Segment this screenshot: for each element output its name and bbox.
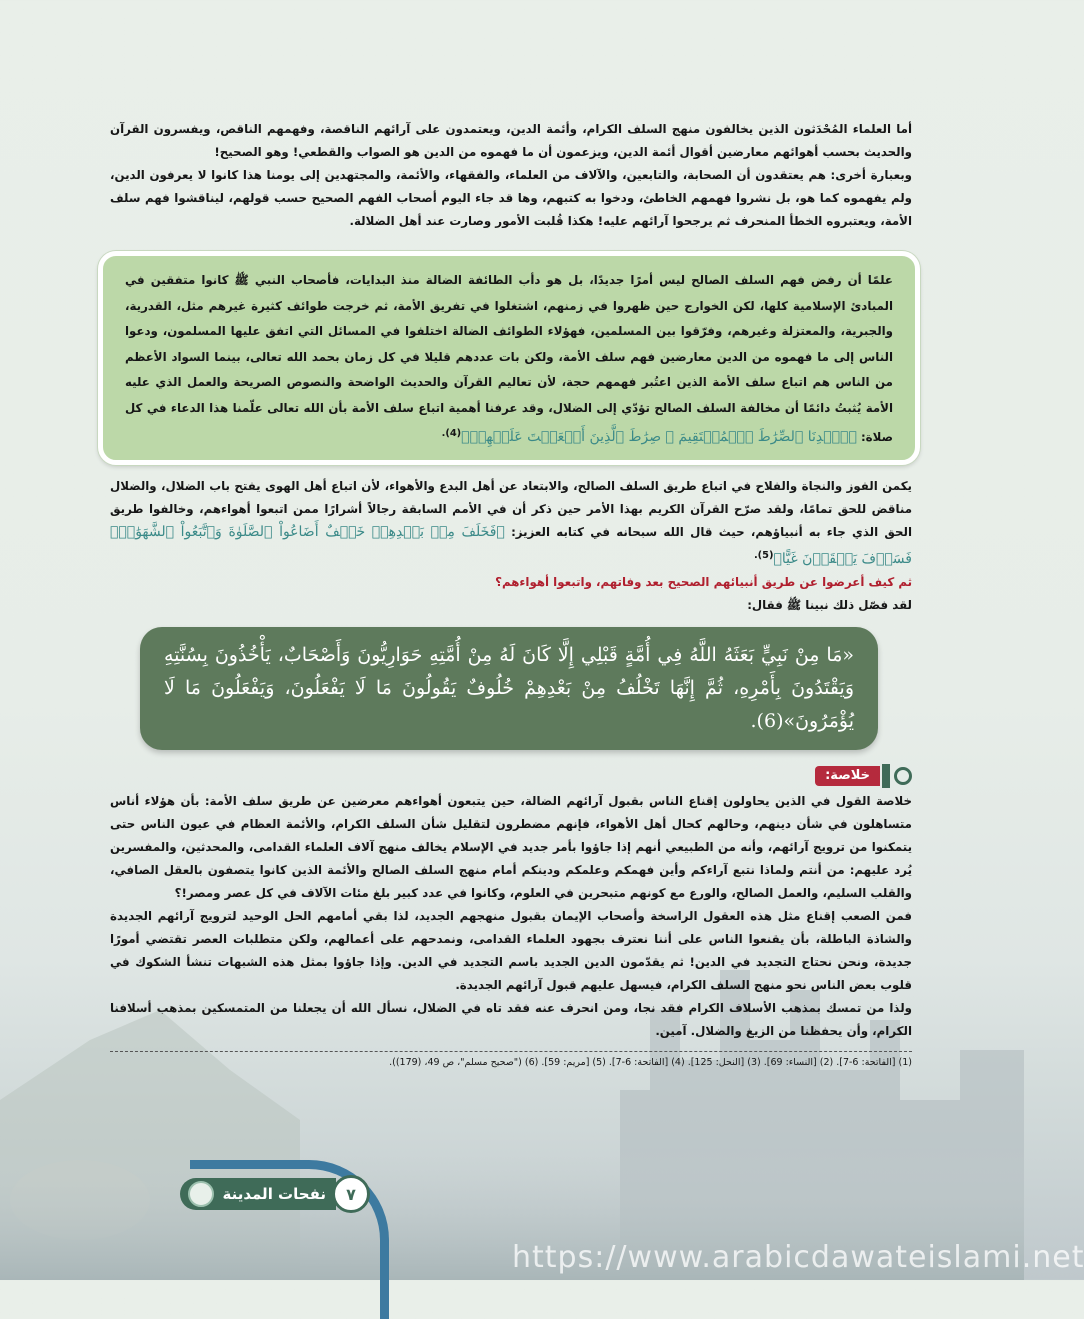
footnotes: (1) [الفاتحة: 6-7]. (2) [النساء: 69]. (3) [النحل: 125]. (4) [الفاتحة: 6-7]. (5) [مريم: 59]. (6) ("صحيح مسلم"، ص 49، (179)).	[389, 1057, 912, 1069]
seal-icon	[188, 1181, 214, 1207]
page-footer	[110, 1170, 370, 1218]
article-body	[110, 118, 912, 1070]
paragraph-2: وبعبارة أخرى: هم يعتقدون أن الصحابة، والتابعين، والآلاف من العلماء، والفقهاء، والأئمة، والمجتهدين إلى يومنا هذا كانوا لا يعرفون الدين، ولم يفهموه كما هو، بل نشروا فهمهم الخاطئ، ودخوا به كتبهم، وها قد جاء اليوم أصحاب الفهم الصحيح حسب قولهم، ليناقشوا فهم سلف الأمة، ويعتبروه الخطأ المنحرف ثم يرجحوا آرائهم عليه! هكذا قُلبت الأمور وصارت عند أهل الضلالة.	[110, 168, 912, 228]
highlight-box	[98, 251, 920, 465]
highlight-text: علمًا أن رفض فهم السلف الصالح ليس أمرًا جديدًا، بل هو دأب الطائفة الضالة منذ البدايات، فأصحاب النبي ﷺ كانوا متفقين في المبادئ الإسلامية كلها، لكن الخوارج حين ظهروا في زمنهم، اشتغلوا في تفريق الأمة، ثم خرجت طوائف كثيرة غيرهم مثل، القدرية، والجبرية، والمعتزلة وغيرهم، وفرّقوا بين المسلمين، فهؤلاء الطوائف الضالة اختلفوا في المسائل التي اتفق عليها المسلمون، ودعوا الناس إلى ما فهموه من الدين معارضين فهم سلف الأمة، ولكن بات عددهم قليلا في كل زمان بحمد الله تعالى، بينما السواد الأعظم من الناس هم اتباع سلف الأمة الذين اعتُبر فهمهم حجة، لأن تعاليم القرآن والحديث الواضحة والنصوص الصريحة والعمل الذي عليه الأمة يُثبتُ دائمًا أن مخالفة السلف الصالح تؤدّي إلى الضلال، وقد عرفنا أهمية اتباع سلف الأمة بأن الله تعالى علّمنا هذا الدعاء في كل صلاة:	[125, 273, 893, 444]
hadith-box: «مَا مِنْ نَبِيٍّ بَعَثَهُ اللَّهُ فِي أُمَّةٍ قَبْلِي إِلَّا كَانَ لَهُ مِنْ أُمَّتِهِ حَوَارِيُّونَ وَأَصْحَابٌ، يَأْخُذُونَ بِسُنَّتِهِ وَيَقْتَدُونَ بِأَمْرِهِ، ثُمَّ إِنَّهَا تَخْلُفُ مِنْ بَعْدِهِمْ خُلُوفٌ يَقُولُونَ مَا لَا يَفْعَلُونَ، وَيَفْعَلُونَ مَا لَا يُؤْمَرُونَ»(6).	[140, 627, 878, 750]
footnote-divider	[110, 1051, 912, 1052]
watermark-url: https://www.arabicdawateislami.net	[512, 1240, 1084, 1275]
magazine-badge	[180, 1178, 336, 1210]
footnote-ref-5: (5).	[753, 550, 774, 562]
page-number: ٧	[332, 1175, 370, 1213]
footnote-ref-4: (4).	[441, 428, 462, 439]
hadith-intro: لقد فصّل ذلك نبينا ﷺ فقال:	[747, 598, 912, 613]
paragraph-3-text: يكمن الفوز والنجاة والفلاح في اتباع طريق السلف الصالح، والابتعاد عن أهل البدع والأهواء، لأن اتباع أهل الهوى يفتح باب الضلال، والضلال مناقض للحق تمامًا، ولقد صرّح القرآن الكريم بهذا الأمر حين ذكر أن في الأمم السابقة رجالاً أشرارًا ممن اتبعوا أهواءهم، وخالفوا طريق الحق الذي جاء به أنبياؤهم، حيث قال الله سبحانه في كتابه العزيز:	[110, 479, 912, 540]
ayah-maryam: ﴿فَخَلَفَ مِنۢ بَعۡدِهِمۡ خَلۡفٌ أَضَاعُواْ ٱلصَّلَوٰةَ وَٱتَّبَعُواْ ٱلشَّهَوَٰتِۖ فَسَوۡفَ يَلۡقَوۡنَ غَيًّا﴾	[110, 524, 912, 568]
question-line: ثم كيف أعرضوا عن طريق أنبيائهم الصحيح بعد وفاتهم، واتبعوا أهواءهم؟	[495, 575, 912, 590]
paragraph-1: أما العلماء المُحْدَثون الذين يخالفون منهج السلف الكرام، وأئمة الدين، ويعتمدون على آرائهم الناقصة، وفهمهم الناقص، ويفسرون القرآن والحديث بحسب أهوائهم معارضين أقوال أئمة الدين، ويزعمون أن ما فهموه من الدين هو الصواب والقطعي! وهو الصحيح!	[110, 122, 912, 159]
paragraph-3	[110, 475, 912, 571]
summary-paragraph-2: فمن الصعب إقناع مثل هذه العقول الراسخة وأصحاب الإيمان بقبول منهجهم الجديد، لذا بقي أمامهم الحل الوحيد لترويج آرائهم الجديدة والشاذة الباطلة، بأن يقنعوا الناس على أننا نعترف بجهود العلماء القدامى، ونمدحهم على أعمالهم، ولكن متطلبات العصر تقتضي أمورًا جديدة، ونحن نحتاج التجديد في الدين! ثم يقدّمون الدين الجديد باسم التجديد في الدين. وإذا جاؤوا بمثل هذه الشبهات تنشأ الشكوك في قلوب بعض الناس نحو منهج السلف الكرام، فيسهل عليهم قبول آرائهم الجديدة.	[110, 909, 912, 993]
summary-paragraph-3: ولذا من تمسك بمذهب الأسلاف الكرام فقد نجا، ومن انحرف عنه فقد تاه في الضلال، نسأل الله أن يجعلنا من المتمسكين بمذهب أسلافنا الكرام، وأن يحفظنا من الزيغ والضلال. آمين.	[110, 1001, 912, 1039]
summary-paragraph-1: خلاصة القول في الذين يحاولون إقناع الناس بقبول آرائهم الضالة، حين يتبعون أهواءهم معرضين عن طريق سلف الأمة: بأن هؤلاء أناس متساهلون في شأن دينهم، وحالهم كحال أهل الأهواء، فإنهم مضطرون لتقليل شأن السلف الكرام، والأئمة العظام في عيون الناس حتى يتمكنوا من ترويج آرائهم، وأنه من الطبيعي أنهم إذا جاؤوا بأمر جديد في الإسلام يخالف منهج آلاف العلماء القدامى، والمحدثين، والمفسرين يُرد عليهم: من أنتم ولماذا نتبع آراءكم وأين فهمكم وعلمكم ودينكم أمام منهج السلف الصالح والأئمة الذين كانوا يتصفون بالعقل الصافي، والقلب السليم، والعمل الصالح، والورع مع كونهم متبحرين في العلوم، وكانوا في عدد كبير بلغ مئات الآلاف في كل عصر ومصر!؟	[110, 794, 912, 901]
ring-icon	[894, 767, 912, 785]
summary-header	[110, 764, 912, 788]
bar-icon	[882, 764, 890, 788]
summary-heading: خلاصة:	[815, 766, 880, 786]
magazine-name: نفحات المدينة	[222, 1185, 326, 1203]
ayah-fatiha: ﴿ٱهۡدِنَا ٱلصِّرَٰطَ ٱلۡمُسۡتَقِيمَ ۞ صِرَٰطَ ٱلَّذِينَ أَنۡعَمۡتَ عَلَيۡهِمۡ﴾	[461, 428, 857, 445]
